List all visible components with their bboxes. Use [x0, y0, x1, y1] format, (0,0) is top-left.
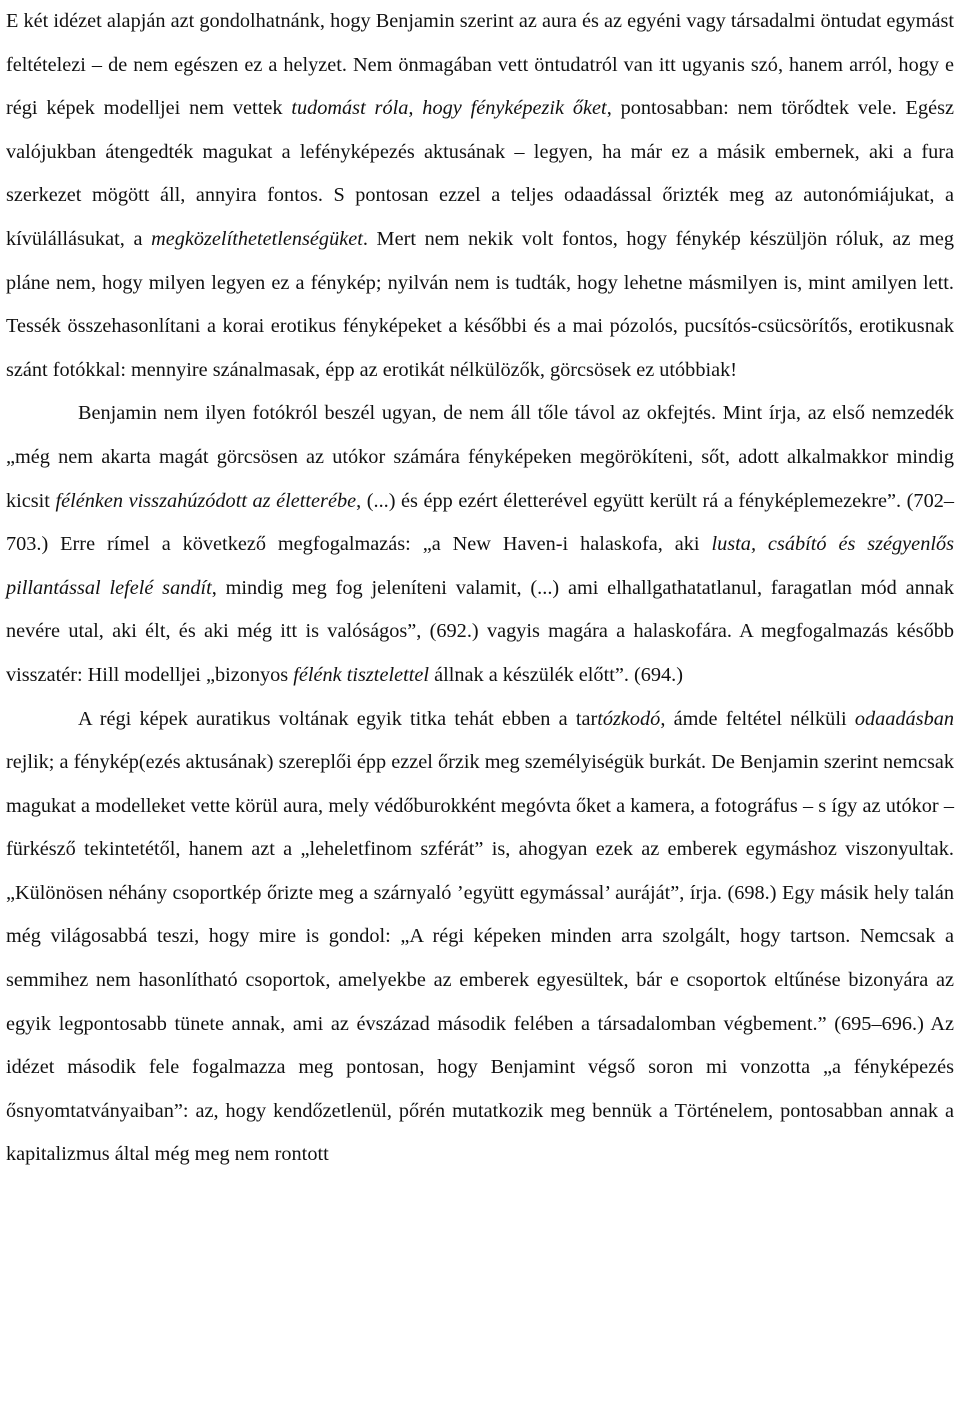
- text-run: állnak a készülék előtt”. (694.): [429, 663, 683, 686]
- italic-run: félénk tisztelettel: [293, 663, 429, 686]
- italic-run: megközelíthetetlenségüket: [151, 227, 363, 250]
- italic-run: félénken visszahúzódott az életterébe: [55, 489, 357, 512]
- text-run: , mindig meg fog jeleníteni valamit, (...) ami elhallgathatatlanul, faragatlan mód annak nevére utal, aki élt, és aki még itt is valóságos”, (692.) vagyis magára a halaskofára. A megfogalmazás később visszatér: Hill modelljei „bizonyos: [6, 576, 954, 686]
- text-run: rejlik; a fénykép(ezés aktusának) szereplői épp ezzel őrzik meg személyiségük burkát. De Benjamin szerint nemcsak magukat a modelleket vette körül aura, mely védőburokként megóvta őket a kamera, a fotográfus – s így az utókor – fürkésző tekintetétől, hanem azt a „leheletfinom szférát” is, ahogyan ezek az emberek egymáshoz viszonyultak. „Különösen néhány csoportkép őrizte meg a szárnyaló ’együtt egymással’ auráját”, írja. (698.) Egy másik hely talán még világosabbá teszi, hogy mire is gondol: „A régi képeken minden arra szolgált, hogy tartson. Nemcsak a semmihez nem hasonlítható csoportok, amelyekbe az emberek egyesültek, bár e csoportok eltűnése bizonyára az egyik legpontosabb tünete annak, ami az évszázad második felében a társadalomban végbement.” (695–696.) Az idézet második fele fogalmazza meg pontosan, hogy Benjamint végső soron mi vonzotta „a fényképezés ősnyomtatványaiban”: az, hogy kendőzetlenül, pőrén mutatkozik meg bennük a Történelem, pontosabban annak a kapitalizmus által még meg nem rontott: [6, 751, 954, 1166]
- text-run: , pontosabban: nem törődtek vele. Egész valójukban átengedték magukat a lefényképezés aktusának – legyen, ha már ez a másik embernek, aki a fura szerkezet mögött áll, annyira fontos. S pontosan ezzel a teljes odaadással őrizték meg az autonómiájukat, a kívülállásukat, a: [6, 97, 954, 250]
- text-run: , ámde feltétel nélküli: [660, 707, 855, 730]
- document-page: [6, 0, 954, 1177]
- italic-run: tudomást róla, hogy fényképezik őket: [291, 97, 607, 120]
- italic-run: tózkodó: [597, 707, 661, 730]
- text-run: , (...) és épp ezért életterével együtt került rá a fényképlemezekre”. (702–703.) Erre rímel a következő megfogalmazás: „a New Haven-i halaskofa, aki: [6, 489, 954, 556]
- paragraph-1: [6, 0, 954, 392]
- text-run: A régi képek auratikus voltának egyik titka tehát ebben a tar: [78, 707, 598, 730]
- paragraph-3: [6, 698, 954, 1178]
- italic-run: lusta, csábító és szégyenlős pillantással lefelé sandít: [6, 533, 954, 599]
- text-run: . Mert nem nekik volt fontos, hogy fénykép készüljön róluk, az meg pláne nem, hogy milyen legyen ez a fénykép; nyilván nem is tudták, hogy lehetne másmilyen is, mint amilyen lett. Tessék összehasonlítani a korai erotikus fényképeket a későbbi és a mai pózolós, pucsítós-csücsörítős, erotikusnak szánt fotókkal: mennyire szánalmasak, épp az erotikát nélkülözők, görcsösek ez utóbbiak!: [6, 227, 954, 381]
- text-run: Benjamin nem ilyen fotókról beszél ugyan, de nem áll tőle távol az okfejtés. Mint írja, az első nemzedék „még nem akarta magát görcsösen az utókor számára fényképeken megörökíteni, sőt, adott alkalmakkor mindig kicsit: [6, 402, 954, 512]
- text-run: E két idézet alapján azt gondolhatnánk, hogy Benjamin szerint az aura és az egyéni vagy társadalmi öntudat egymást feltételezi – de nem egészen ez a helyzet. Nem önmagában vett öntudatról van itt ugyanis szó, hanem arról, hogy e régi képek modelljei nem vettek: [6, 10, 954, 120]
- paragraph-2: [6, 392, 954, 697]
- italic-run: odaadásban: [854, 707, 954, 730]
